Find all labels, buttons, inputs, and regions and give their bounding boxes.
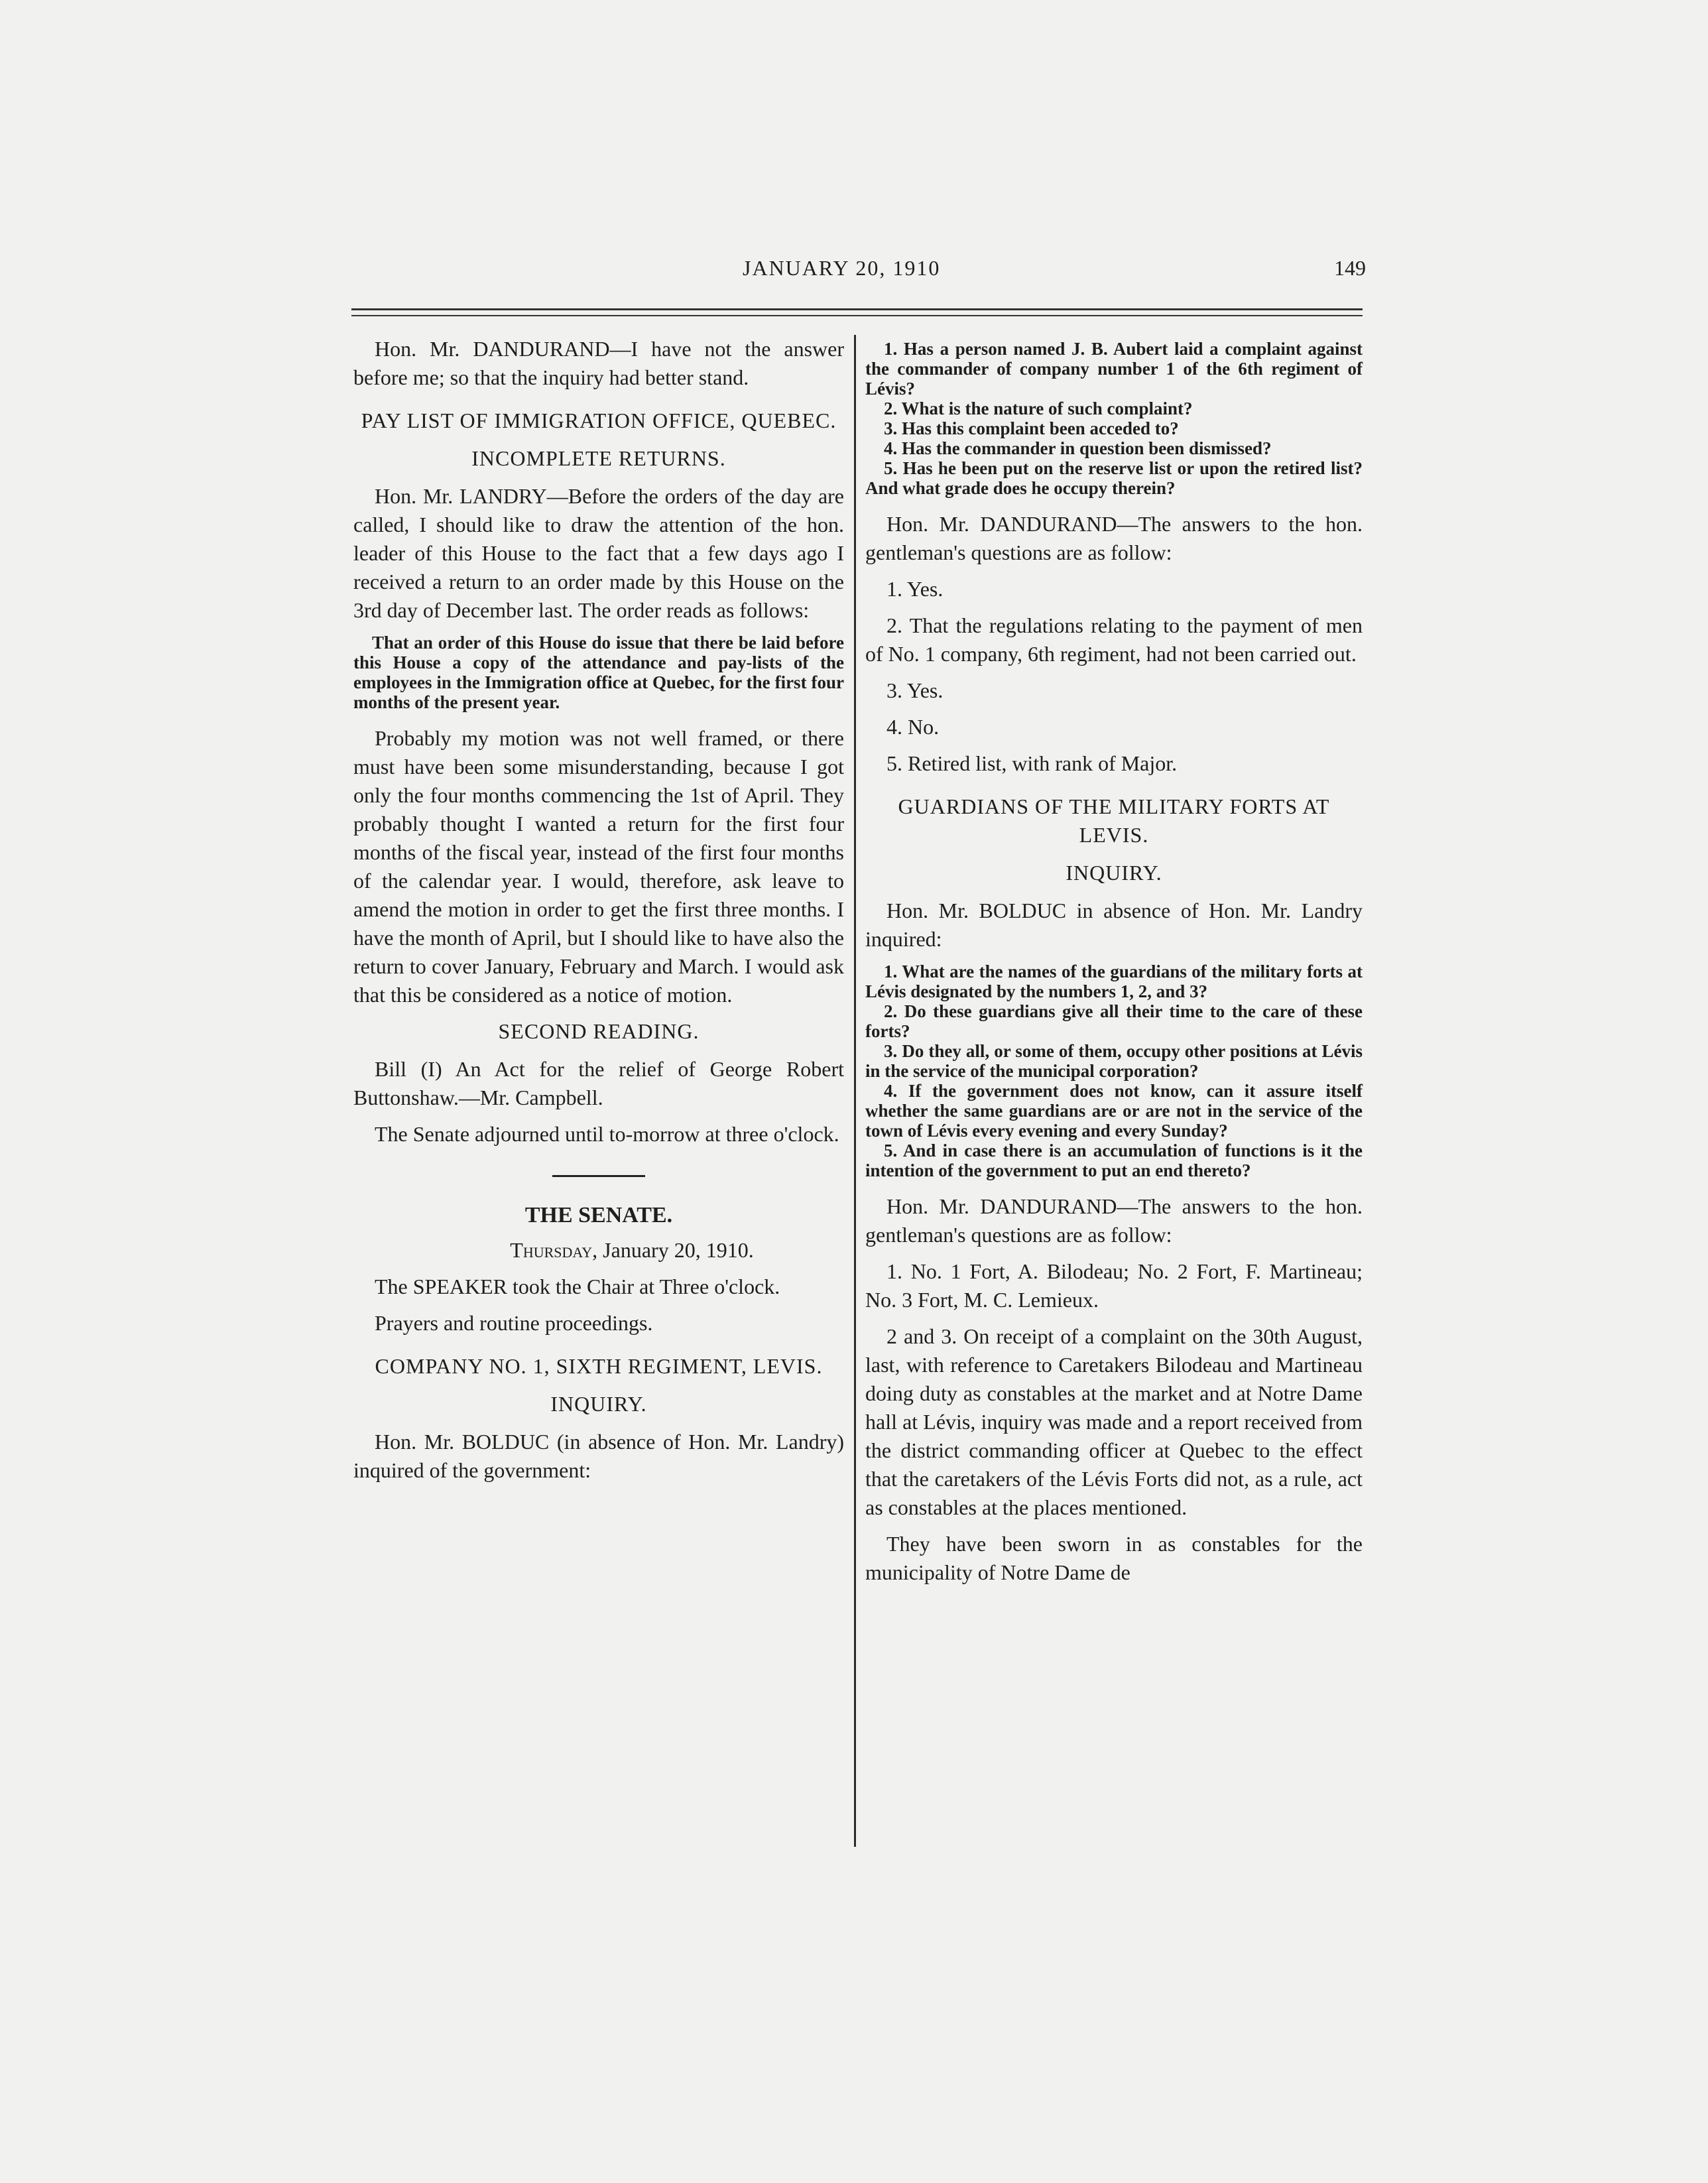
header-rule-thin bbox=[351, 315, 1363, 316]
paragraph: 2 and 3. On receipt of a complaint on the 30th August, last, with reference to Caretakers Bilodeau and Martineau doing duty as constables at the market and at Notre Dame hall at Lévis, inquiry was made and a report received from the district commanding officer at Quebec to the effect that the caretakers of the Lévis Forts did not, as a rule, act as constables at the places mentioned. bbox=[865, 1324, 1363, 1519]
paragraph: Probably my motion was not well framed, or there must have been some misunderstanding, because I got only the four months commencing the 1st of April. They probably thought I wanted a return for the first four months of the fiscal year, instead of the first four months of the calendar year. I would, therefore, ask leave to amend the motion in order to get the first three months. I have the month of April, but I should like to have also the return to cover January, February and March. I would ask that this be considered as a notice of motion. bbox=[353, 726, 844, 1007]
senate-dateline bbox=[420, 1236, 844, 1265]
paragraph: Hon. Mr. DANDURAND—The answers to the hon. gentleman's questions are as follow: bbox=[865, 512, 1363, 564]
question-list-1 bbox=[865, 339, 1363, 498]
question-item: 5. And in case there is an accumulation of functions is it the intention of the government to put an end thereto? bbox=[865, 1141, 1363, 1180]
question-item: 2. What is the nature of such complaint? bbox=[884, 399, 1193, 418]
paragraph: Hon. Mr. BOLDUC in absence of Hon. Mr. Landry inquired: bbox=[865, 899, 1363, 951]
answer-item: 2. That the regulations relating to the payment of men of No. 1 company, 6th regiment, had not been carried out. bbox=[865, 613, 1363, 666]
section-subheading: INQUIRY. bbox=[550, 1392, 647, 1416]
senate-date: January 20, 1910. bbox=[603, 1238, 754, 1262]
senate-title: THE SENATE. bbox=[524, 1203, 673, 1227]
answer-item: 1. Yes. bbox=[886, 577, 944, 601]
question-list-2 bbox=[865, 962, 1363, 1180]
paragraph: Hon. Mr. DANDURAND—The answers to the hon. gentleman's questions are as follow: bbox=[865, 1194, 1363, 1247]
quote-text: That an order of this House do issue that there be laid before this House a copy of the attendance and pay-lists of the employees in the Immigration office at Quebec, for the first four months of the present year. bbox=[353, 633, 844, 712]
question-item: 1. Has a person named J. B. Aubert laid a complaint against the commander of company number 1 of the 6th regiment of Lévis? bbox=[865, 339, 1363, 399]
paragraph: The SPEAKER took the Chair at Three o'clock. bbox=[375, 1275, 780, 1298]
paragraph: They have been sworn in as constables for the municipality of Notre Dame de bbox=[865, 1532, 1363, 1584]
separator-rule bbox=[552, 1175, 645, 1177]
paragraph: Hon. Mr. BOLDUC (in absence of Hon. Mr. Landry) inquired of the government: bbox=[353, 1430, 844, 1482]
question-item: 3. Has this complaint been acceded to? bbox=[884, 418, 1179, 438]
page-header bbox=[332, 251, 1366, 290]
question-item: 4. Has the commander in question been dismissed? bbox=[884, 438, 1272, 458]
section-subheading: SECOND READING. bbox=[498, 1019, 700, 1043]
question-item: 1. What are the names of the guardians of the military forts at Lévis designated by the numbers 1, 2, and 3? bbox=[865, 962, 1363, 1001]
answer-item: 4. No. bbox=[886, 715, 940, 739]
column-divider bbox=[854, 335, 856, 1847]
paragraph: The Senate adjourned until to-morrow at three o'clock. bbox=[375, 1122, 839, 1146]
section-heading: PAY LIST OF IMMIGRATION OFFICE, QUEBEC. bbox=[361, 408, 837, 432]
senate-day: Thursday, bbox=[510, 1238, 598, 1262]
paragraph: Bill (I) An Act for the relief of George Robert Buttonshaw.—Mr. Campbell. bbox=[353, 1057, 844, 1109]
question-item: 2. Do these guardians give all their time to the care of these forts? bbox=[865, 1001, 1363, 1041]
header-date: JANUARY 20, 1910 bbox=[743, 256, 941, 280]
left-column bbox=[353, 335, 844, 1493]
section-subheading: INCOMPLETE RETURNS. bbox=[471, 446, 726, 470]
section-subheading: INQUIRY. bbox=[1066, 861, 1162, 885]
answer-item: 3. Yes. bbox=[886, 678, 944, 702]
paragraph: Hon. Mr. LANDRY—Before the orders of the day are called, I should like to draw the attention of the hon. leader of this House to the fact that a few days ago I received a return to an order made by this House on the 3rd day of December last. The order reads as follows: bbox=[353, 484, 844, 622]
right-column bbox=[865, 335, 1363, 1595]
paragraph: 1. No. 1 Fort, A. Bilodeau; No. 2 Fort, F. Martineau; No. 3 Fort, M. C. Lemieux. bbox=[865, 1259, 1363, 1312]
page-number: 149 bbox=[1334, 256, 1366, 280]
section-heading: COMPANY NO. 1, SIXTH REGIMENT, LEVIS. bbox=[375, 1354, 823, 1378]
question-item: 3. Do they all, or some of them, occupy other positions at Lévis in the service of the municipal corporation? bbox=[865, 1041, 1363, 1081]
quoted-order bbox=[353, 633, 844, 712]
section-heading: GUARDIANS OF THE MILITARY FORTS AT LEVIS. bbox=[898, 794, 1330, 847]
header-rule bbox=[351, 308, 1363, 310]
paragraph: Hon. Mr. DANDURAND—I have not the answer before me; so that the inquiry had better stand. bbox=[353, 337, 844, 389]
paragraph: Prayers and routine proceedings. bbox=[375, 1311, 653, 1335]
question-item: 5. Has he been put on the reserve list or upon the retired list? And what grade does he occupy therein? bbox=[865, 458, 1363, 498]
answer-item: 5. Retired list, with rank of Major. bbox=[886, 751, 1178, 775]
question-item: 4. If the government does not know, can it assure itself whether the same guardians are or are not in the service of the town of Lévis every evening and every Sunday? bbox=[865, 1081, 1363, 1141]
